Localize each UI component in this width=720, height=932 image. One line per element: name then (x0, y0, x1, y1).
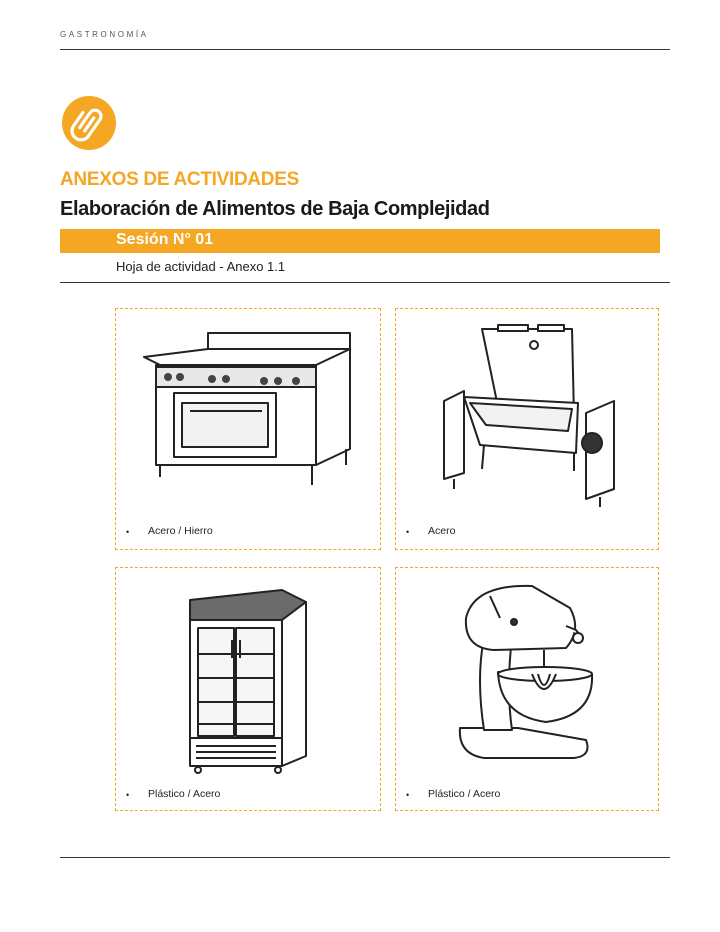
display-fridge-icon (182, 582, 316, 778)
caption-bullet: • (406, 527, 410, 537)
caption-bullet: • (406, 790, 410, 800)
card-caption: Plástico / Acero (148, 788, 221, 800)
tilting-pan-icon (436, 321, 626, 511)
header-divider (60, 49, 670, 50)
paperclip-icon (62, 96, 116, 150)
section-kicker: ANEXOS DE ACTIVIDADES (60, 169, 299, 190)
caption-bullet: • (126, 790, 130, 800)
equipment-card (115, 308, 381, 550)
equipment-card (395, 308, 659, 550)
activity-sheet-label: Hoja de actividad - Anexo 1.1 (116, 259, 286, 274)
card-caption: Plástico / Acero (428, 788, 501, 800)
card-caption: Acero (428, 525, 456, 537)
equipment-card (395, 567, 659, 811)
caption-bullet: • (126, 527, 130, 537)
equipment-card (115, 567, 381, 811)
range-oven-icon (136, 327, 356, 509)
session-number: Sesión N° 01 (116, 231, 214, 248)
card-caption: Acero / Hierro (148, 525, 213, 537)
stand-mixer-icon (454, 578, 614, 774)
title-divider (60, 282, 670, 283)
document-title: Elaboración de Alimentos de Baja Complejidad (60, 198, 490, 220)
footer-divider (60, 857, 670, 858)
section-label: GASTRONOMÍA (60, 30, 149, 39)
